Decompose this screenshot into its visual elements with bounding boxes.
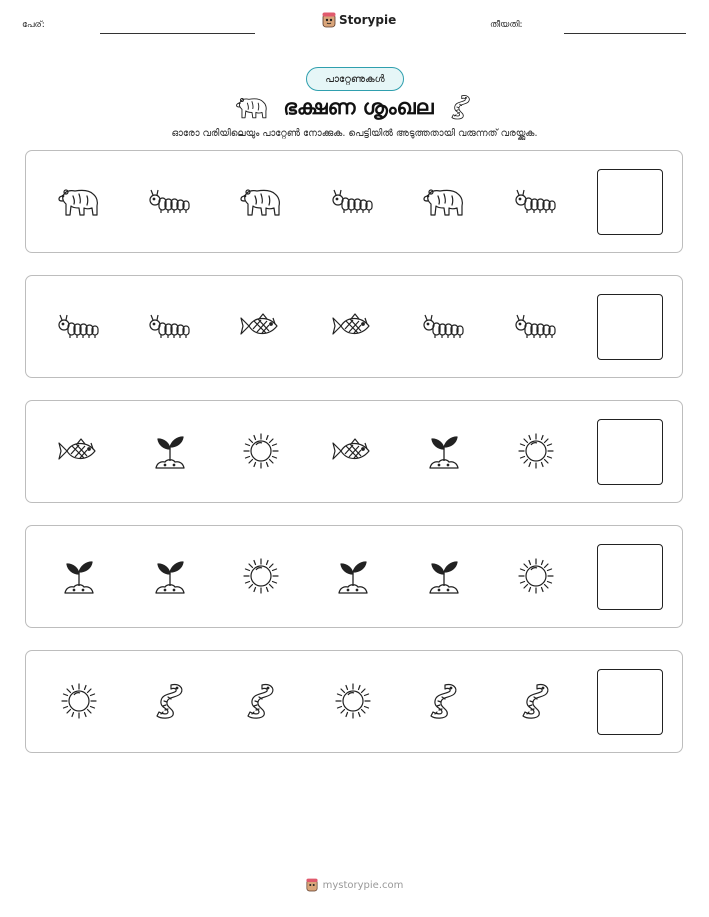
caterpillar-icon <box>331 181 375 221</box>
fish-icon <box>57 431 101 471</box>
worm-icon <box>422 681 466 721</box>
caterpillar-icon <box>148 181 192 221</box>
bear-icon <box>57 181 101 221</box>
sun-icon <box>57 681 101 721</box>
brand-logo <box>322 12 396 28</box>
topic-tag: പാറ്റേണുകൾ <box>306 67 404 91</box>
worm-icon <box>514 681 558 721</box>
brand-name: Storypie <box>339 13 397 27</box>
worm-icon <box>148 681 192 721</box>
footer-url: mystorypie.com <box>322 879 404 891</box>
date-label: തീയതി: <box>490 20 523 30</box>
answer-box[interactable] <box>597 294 663 360</box>
sun-icon <box>239 431 283 471</box>
sprout-icon <box>422 431 466 471</box>
answer-box[interactable] <box>597 669 663 735</box>
fish-icon <box>331 431 375 471</box>
title-row <box>0 92 709 122</box>
bear-icon <box>422 181 466 221</box>
sprout-icon <box>148 431 192 471</box>
fish-icon <box>239 306 283 346</box>
sun-icon <box>514 431 558 471</box>
sprout-icon <box>148 556 192 596</box>
worm-icon <box>239 681 283 721</box>
date-line[interactable] <box>564 33 686 34</box>
caterpillar-icon <box>57 306 101 346</box>
pattern-row <box>25 525 683 628</box>
caterpillar-icon <box>514 306 558 346</box>
answer-box[interactable] <box>597 419 663 485</box>
bear-icon <box>235 93 269 121</box>
footer <box>0 878 709 892</box>
instructions: ഓരോ വരിയിലെയും പാറ്റേൺ നോക്കുക. പെട്ടിയിൽ അടുത്തതായി വരുന്നത് വരയ്ക്കുക. <box>171 128 538 139</box>
sun-icon <box>331 681 375 721</box>
storypie-mascot-icon <box>306 878 318 892</box>
pattern-row <box>25 650 683 753</box>
page-title: ഭക്ഷണ ശൃംഖല <box>283 94 434 119</box>
pattern-row <box>25 150 683 253</box>
sun-icon <box>239 556 283 596</box>
fish-icon <box>331 306 375 346</box>
pattern-row <box>25 400 683 503</box>
caterpillar-icon <box>514 181 558 221</box>
sprout-icon <box>422 556 466 596</box>
sun-icon <box>514 556 558 596</box>
answer-box[interactable] <box>597 544 663 610</box>
sprout-icon <box>57 556 101 596</box>
caterpillar-icon <box>148 306 192 346</box>
caterpillar-icon <box>422 306 466 346</box>
worm-icon <box>448 93 474 121</box>
name-label: പേര്: <box>22 20 45 30</box>
storypie-mascot-icon <box>322 12 336 28</box>
pattern-row <box>25 275 683 378</box>
name-line[interactable] <box>100 33 255 34</box>
bear-icon <box>239 181 283 221</box>
answer-box[interactable] <box>597 169 663 235</box>
sprout-icon <box>331 556 375 596</box>
